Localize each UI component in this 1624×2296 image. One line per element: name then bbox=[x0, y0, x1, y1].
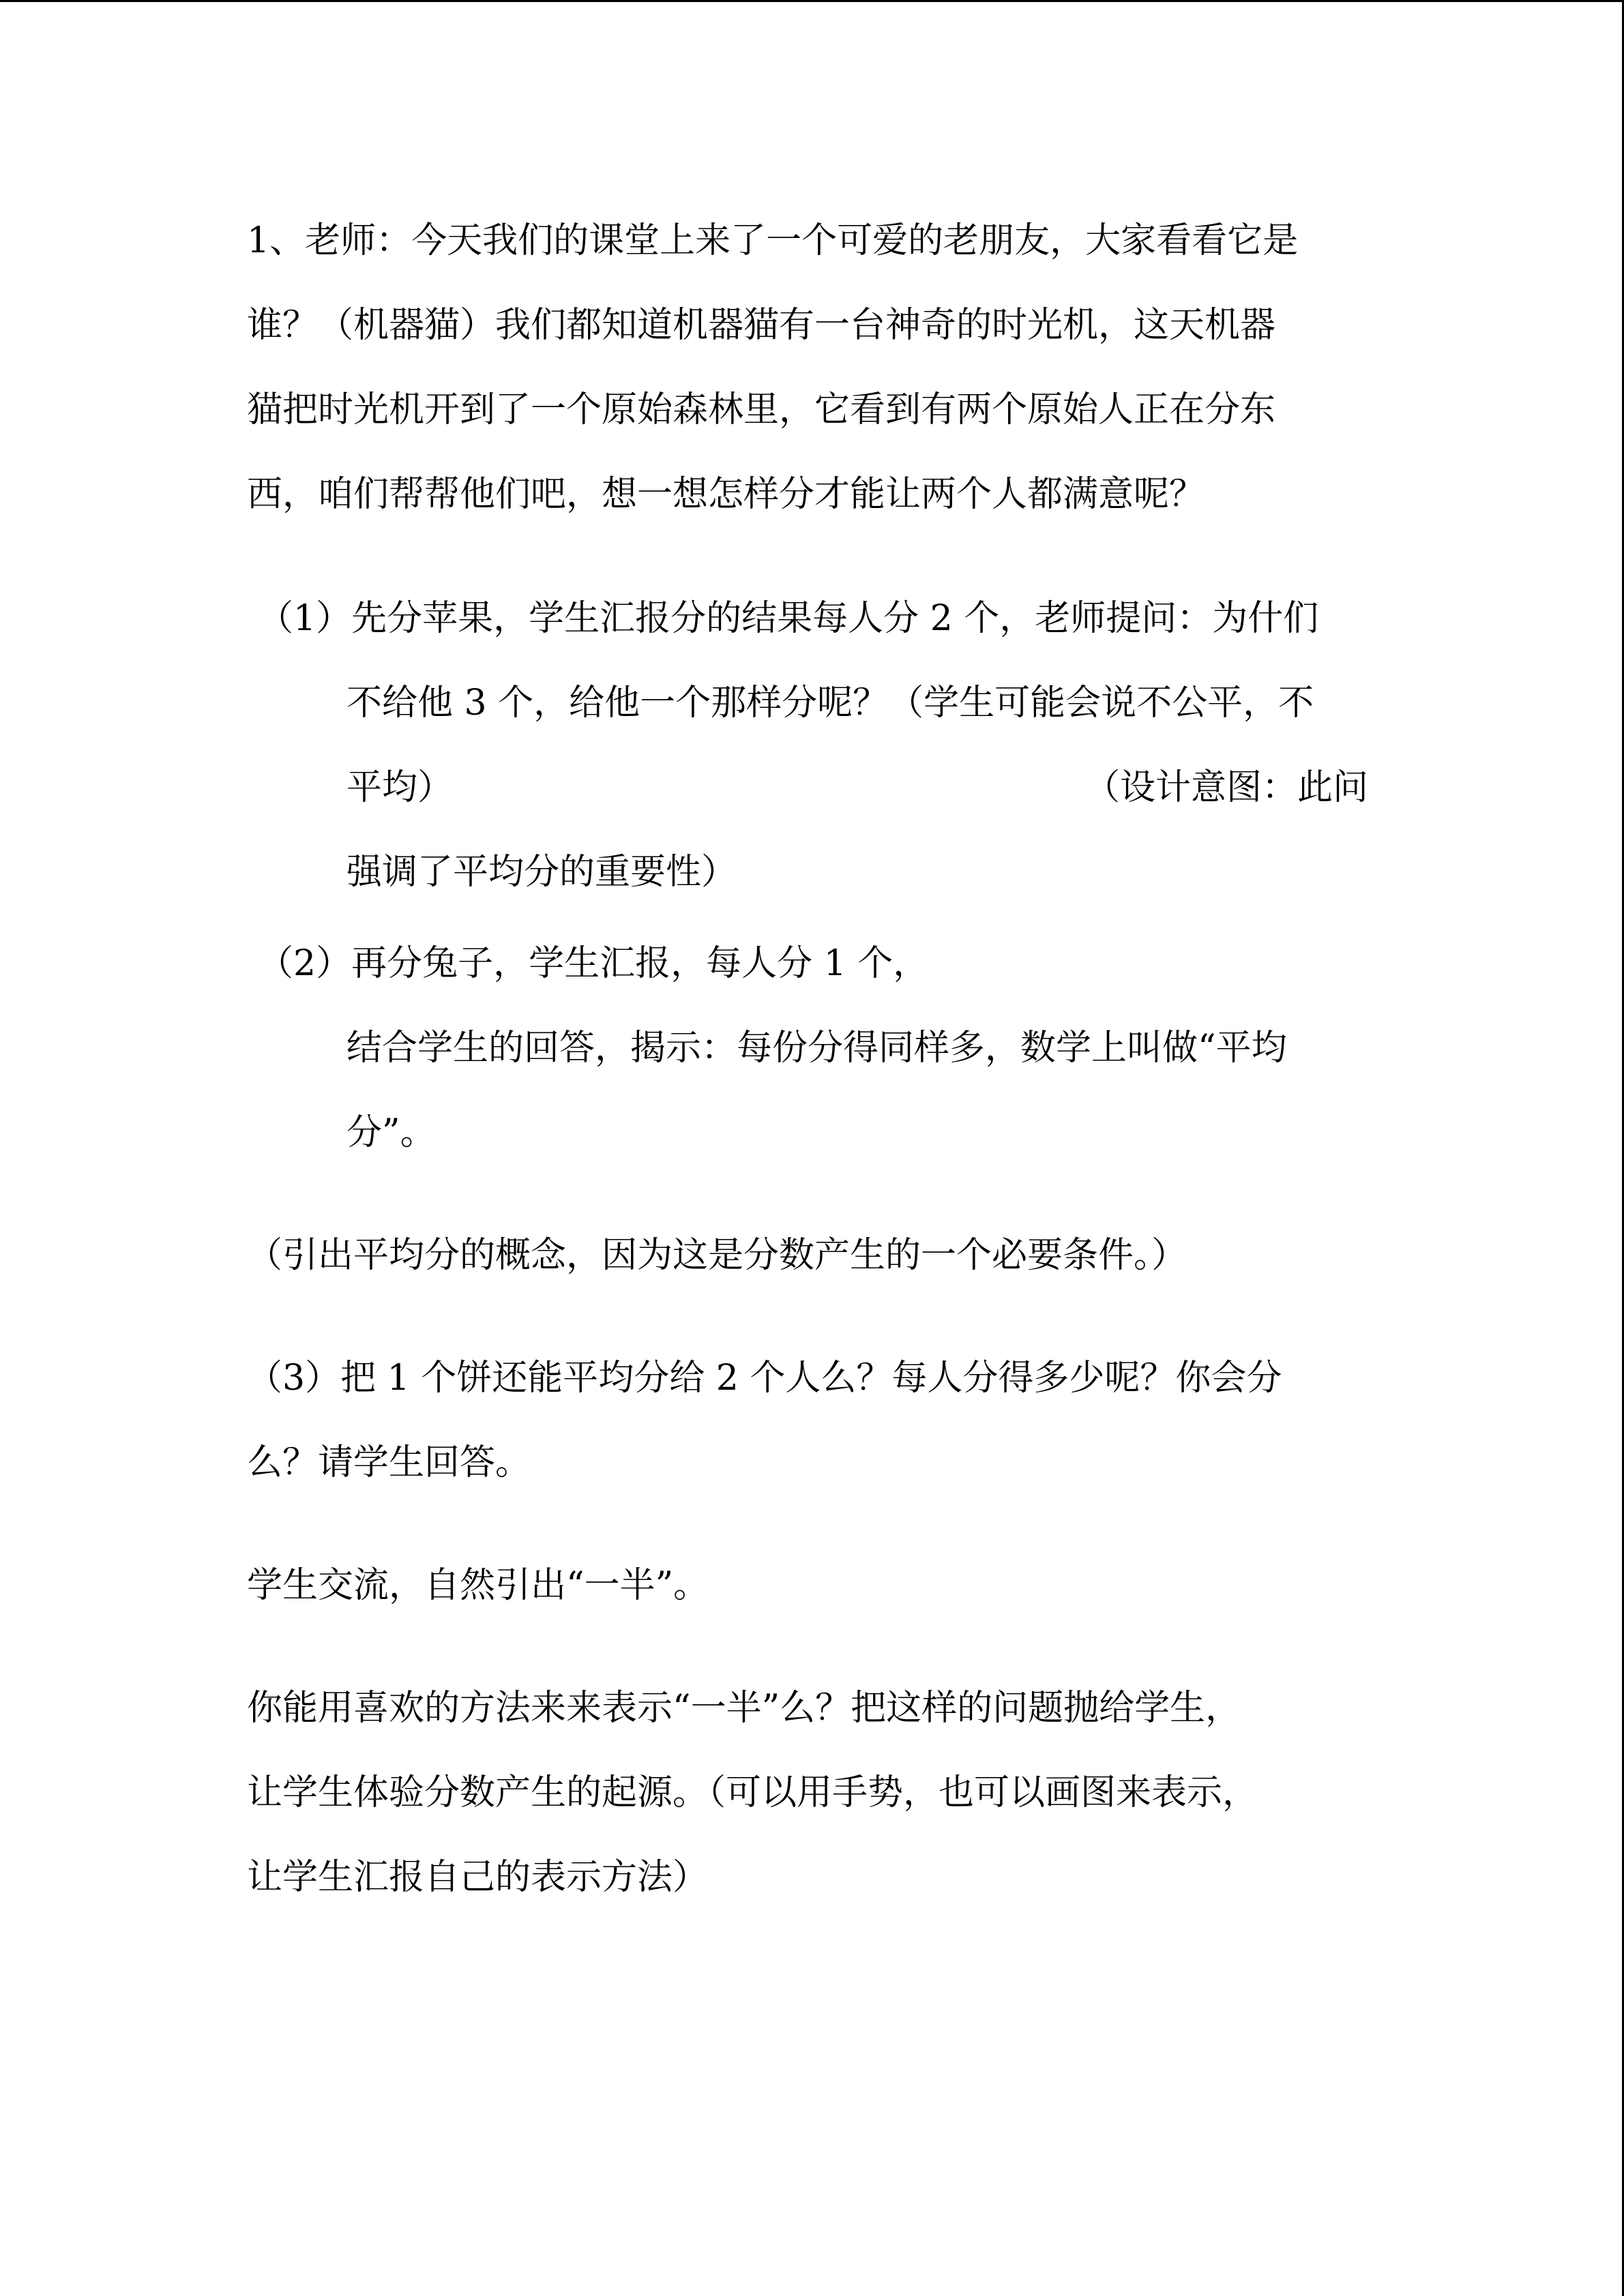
item-2-line-2: 结合学生的回答，揭示：每份分得同样多，数学上叫做“平均 bbox=[346, 1028, 1287, 1069]
paragraph-1-line-4: 西，咱们帮帮他们吧，想一想怎样分才能让两个人都满意呢？ bbox=[247, 474, 1205, 515]
item-1-line-1: （1）先分苹果，学生汇报分的结果每人分 2 个，老师提问：为什们 bbox=[258, 598, 1319, 639]
closing-line-2: 让学生体验分数产生的起源。（可以用手势，也可以画图来表示， bbox=[247, 1772, 1258, 1813]
closing-line-1: 你能用喜欢的方法来来表示“一半”么？把这样的问题抛给学生， bbox=[247, 1688, 1241, 1729]
paragraph-1-line-3: 猫把时光机开到了一个原始森林里，它看到有两个原始人正在分东 bbox=[247, 389, 1276, 430]
item-1-line-2: 不给他 3 个，给他一个那样分呢？（学生可能会说不公平，不 bbox=[346, 683, 1314, 724]
item-1-line-3: 平均） bbox=[346, 767, 454, 808]
student-exchange: 学生交流，自然引出“一半”。 bbox=[247, 1565, 709, 1606]
item-2-line-3: 分”。 bbox=[346, 1112, 436, 1153]
closing-line-3: 让学生汇报自己的表示方法） bbox=[247, 1857, 709, 1898]
item-1-line-4: 强调了平均分的重要性） bbox=[346, 852, 737, 893]
item-3-line-1: （3）把 1 个饼还能平均分给 2 个人么？每人分得多少呢？你会分 bbox=[247, 1358, 1282, 1399]
concept-note: （引出平均分的概念，因为这是分数产生的一个必要条件。） bbox=[247, 1235, 1187, 1276]
item-3-line-2: 么？请学生回答。 bbox=[247, 1442, 531, 1483]
design-intent-note: （设计意图：此问 bbox=[1084, 767, 1369, 808]
paragraph-1-line-2: 谁？（机器猫）我们都知道机器猫有一台神奇的时光机，这天机器 bbox=[247, 305, 1276, 346]
item-2-line-1: （2）再分兔子，学生汇报，每人分 1 个， bbox=[258, 943, 929, 984]
paragraph-1-line-1: 1、老师：今天我们的课堂上来了一个可爱的老朋友，大家看看它是 bbox=[247, 220, 1299, 261]
